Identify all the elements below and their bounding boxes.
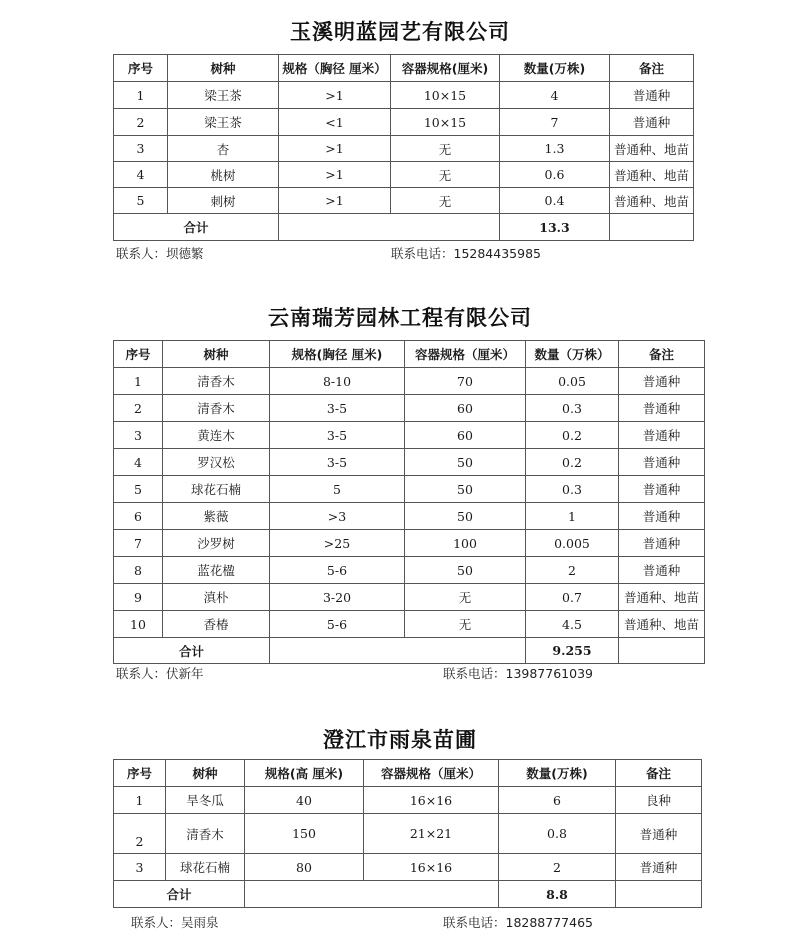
cell-spec: 3-20 (270, 584, 405, 611)
cell-species: 球花石楠 (166, 854, 245, 881)
contact-person: 联系人：伏新年 (116, 666, 204, 681)
cell-quantity: 0.7 (526, 584, 619, 611)
total-value: 9.255 (526, 638, 619, 664)
table-row (114, 368, 705, 395)
cell-index: 10 (114, 611, 163, 638)
header-quantity: 数量(万株) (499, 760, 616, 787)
cell-spec: >1 (279, 188, 391, 214)
total-row (114, 638, 705, 664)
cell-quantity: 0.05 (526, 368, 619, 395)
cell-quantity: 1 (526, 503, 619, 530)
cell-spec: 8-10 (270, 368, 405, 395)
cell-spec: >1 (279, 136, 391, 162)
contact-phone: 联系电话：13987761039 (443, 666, 593, 681)
header-container: 容器规格（厘米） (405, 341, 526, 368)
cell-index: 8 (114, 557, 163, 584)
cell-index: 1 (114, 82, 168, 109)
cell-container: 60 (405, 395, 526, 422)
header-species: 树种 (168, 55, 279, 82)
cell-remark: 普通种 (619, 395, 705, 422)
header-remark: 备注 (610, 55, 694, 82)
cell-species: 球花石楠 (163, 476, 270, 503)
total-value: 8.8 (499, 881, 616, 908)
cell-quantity: 0.3 (526, 476, 619, 503)
cell-species: 梁王茶 (168, 109, 279, 136)
cell-index: 2 (114, 395, 163, 422)
total-value: 13.3 (500, 214, 610, 241)
contact-phone: 联系电话：18288777465 (443, 915, 593, 930)
cell-container: 16×16 (364, 854, 499, 881)
cell-remark: 普通种 (619, 368, 705, 395)
cell-index: 3 (114, 422, 163, 449)
cell-spec: 3-5 (270, 449, 405, 476)
cell-quantity: 4 (500, 82, 610, 109)
cell-container: 10×15 (391, 82, 500, 109)
cell-quantity: 0.2 (526, 422, 619, 449)
total-row (114, 214, 694, 241)
cell-index: 4 (114, 449, 163, 476)
cell-remark: 普通种、地苗 (610, 162, 694, 188)
cell-container: 50 (405, 476, 526, 503)
nursery-table (113, 54, 694, 241)
table-row (114, 422, 705, 449)
table-row (114, 557, 705, 584)
contact-person: 联系人：吴雨泉 (131, 915, 219, 930)
cell-index: 9 (114, 584, 163, 611)
cell-spec: >3 (270, 503, 405, 530)
header-quantity: 数量（万株） (526, 341, 619, 368)
section-title: 云南瑞芳园林工程有限公司 (268, 306, 532, 330)
cell-species: 清香木 (163, 368, 270, 395)
cell-remark: 普通种 (619, 557, 705, 584)
cell-container: 60 (405, 422, 526, 449)
cell-spec: <1 (279, 109, 391, 136)
cell-species: 蓝花楹 (163, 557, 270, 584)
cell-spec: >25 (270, 530, 405, 557)
table-row (114, 584, 705, 611)
cell-spec: 150 (245, 814, 364, 854)
cell-index: 2 (114, 814, 166, 854)
header-spec: 规格(胸径 厘米) (270, 341, 405, 368)
cell-container: 50 (405, 503, 526, 530)
cell-container: 10×15 (391, 109, 500, 136)
cell-remark: 普通种 (619, 476, 705, 503)
cell-index: 1 (114, 368, 163, 395)
cell-species: 清香木 (163, 395, 270, 422)
cell-quantity: 1.3 (500, 136, 610, 162)
table-row (114, 449, 705, 476)
cell-spec: 3-5 (270, 422, 405, 449)
cell-species: 黄连木 (163, 422, 270, 449)
cell-remark: 普通种 (619, 449, 705, 476)
cell-container: 50 (405, 449, 526, 476)
cell-container: 无 (391, 162, 500, 188)
cell-species: 杏 (168, 136, 279, 162)
header-spec: 规格(高 厘米) (245, 760, 364, 787)
cell-remark: 普通种、地苗 (619, 584, 705, 611)
section-title: 玉溪明蓝园艺有限公司 (290, 20, 510, 44)
total-empty-remark (610, 214, 694, 241)
cell-quantity: 0.6 (500, 162, 610, 188)
cell-quantity: 2 (499, 854, 616, 881)
cell-index: 4 (114, 162, 168, 188)
total-label: 合计 (114, 638, 270, 664)
header-species: 树种 (163, 341, 270, 368)
cell-quantity: 0.4 (500, 188, 610, 214)
table-row (114, 395, 705, 422)
cell-quantity: 0.005 (526, 530, 619, 557)
total-label: 合计 (114, 214, 279, 241)
cell-index: 2 (114, 109, 168, 136)
cell-quantity: 2 (526, 557, 619, 584)
cell-remark: 普通种 (619, 422, 705, 449)
cell-species: 刺树 (168, 188, 279, 214)
cell-spec: 3-5 (270, 395, 405, 422)
cell-container: 无 (391, 188, 500, 214)
cell-spec: >1 (279, 162, 391, 188)
table-row (114, 503, 705, 530)
contact-phone: 联系电话：15284435985 (391, 246, 541, 261)
cell-container: 21×21 (364, 814, 499, 854)
section-title: 澄江市雨泉苗圃 (323, 728, 477, 752)
total-label: 合计 (114, 881, 245, 908)
cell-container: 50 (405, 557, 526, 584)
cell-remark: 普通种 (619, 530, 705, 557)
cell-quantity: 4.5 (526, 611, 619, 638)
cell-remark: 普通种、地苗 (610, 136, 694, 162)
cell-container: 无 (391, 136, 500, 162)
cell-quantity: 7 (500, 109, 610, 136)
cell-index: 7 (114, 530, 163, 557)
cell-container: 无 (405, 584, 526, 611)
cell-spec: 5-6 (270, 611, 405, 638)
cell-spec: 5 (270, 476, 405, 503)
cell-quantity: 0.3 (526, 395, 619, 422)
header-remark: 备注 (616, 760, 702, 787)
cell-species: 桃树 (168, 162, 279, 188)
total-empty (270, 638, 526, 664)
total-empty (245, 881, 499, 908)
total-empty-remark (616, 881, 702, 908)
cell-spec: >1 (279, 82, 391, 109)
table-row (114, 162, 694, 188)
cell-index: 3 (114, 854, 166, 881)
table-row (114, 530, 705, 557)
cell-container: 无 (405, 611, 526, 638)
cell-remark: 良种 (616, 787, 702, 814)
cell-species: 沙罗树 (163, 530, 270, 557)
cell-remark: 普通种 (616, 814, 702, 854)
total-row (114, 881, 702, 908)
cell-container: 100 (405, 530, 526, 557)
table-row (114, 82, 694, 109)
cell-remark: 普通种、地苗 (610, 188, 694, 214)
cell-quantity: 0.8 (499, 814, 616, 854)
cell-remark: 普通种、地苗 (619, 611, 705, 638)
cell-spec: 80 (245, 854, 364, 881)
cell-container: 16×16 (364, 787, 499, 814)
header-spec: 规格（胸径 厘米） (279, 55, 391, 82)
cell-index: 3 (114, 136, 168, 162)
table-row (114, 136, 694, 162)
cell-quantity: 0.2 (526, 449, 619, 476)
contact-person: 联系人：坝德繁 (116, 246, 204, 261)
table-header-row (114, 341, 705, 368)
cell-remark: 普通种 (616, 854, 702, 881)
table-row (114, 787, 702, 814)
cell-species: 清香木 (166, 814, 245, 854)
cell-spec: 5-6 (270, 557, 405, 584)
table-header-row (114, 55, 694, 82)
cell-species: 滇朴 (163, 584, 270, 611)
total-empty (279, 214, 500, 241)
header-container: 容器规格（厘米） (364, 760, 499, 787)
header-container: 容器规格(厘米) (391, 55, 500, 82)
cell-index: 5 (114, 188, 168, 214)
cell-species: 旱冬瓜 (166, 787, 245, 814)
cell-remark: 普通种 (610, 82, 694, 109)
cell-species: 梁王茶 (168, 82, 279, 109)
nursery-table (113, 759, 702, 908)
header-quantity: 数量(万株) (500, 55, 610, 82)
header-remark: 备注 (619, 341, 705, 368)
table-row (114, 814, 702, 854)
cell-quantity: 6 (499, 787, 616, 814)
table-row (114, 611, 705, 638)
nursery-table (113, 340, 705, 664)
cell-species: 紫薇 (163, 503, 270, 530)
header-species: 树种 (166, 760, 245, 787)
table-row (114, 109, 694, 136)
header-index: 序号 (114, 341, 163, 368)
total-empty-remark (619, 638, 705, 664)
table-header-row (114, 760, 702, 787)
header-index: 序号 (114, 55, 168, 82)
cell-remark: 普通种 (619, 503, 705, 530)
table-row (114, 188, 694, 214)
cell-remark: 普通种 (610, 109, 694, 136)
cell-index: 5 (114, 476, 163, 503)
cell-spec: 40 (245, 787, 364, 814)
cell-species: 罗汉松 (163, 449, 270, 476)
table-row (114, 854, 702, 881)
table-row (114, 476, 705, 503)
cell-container: 70 (405, 368, 526, 395)
cell-index: 6 (114, 503, 163, 530)
cell-species: 香椿 (163, 611, 270, 638)
cell-index: 1 (114, 787, 166, 814)
header-index: 序号 (114, 760, 166, 787)
